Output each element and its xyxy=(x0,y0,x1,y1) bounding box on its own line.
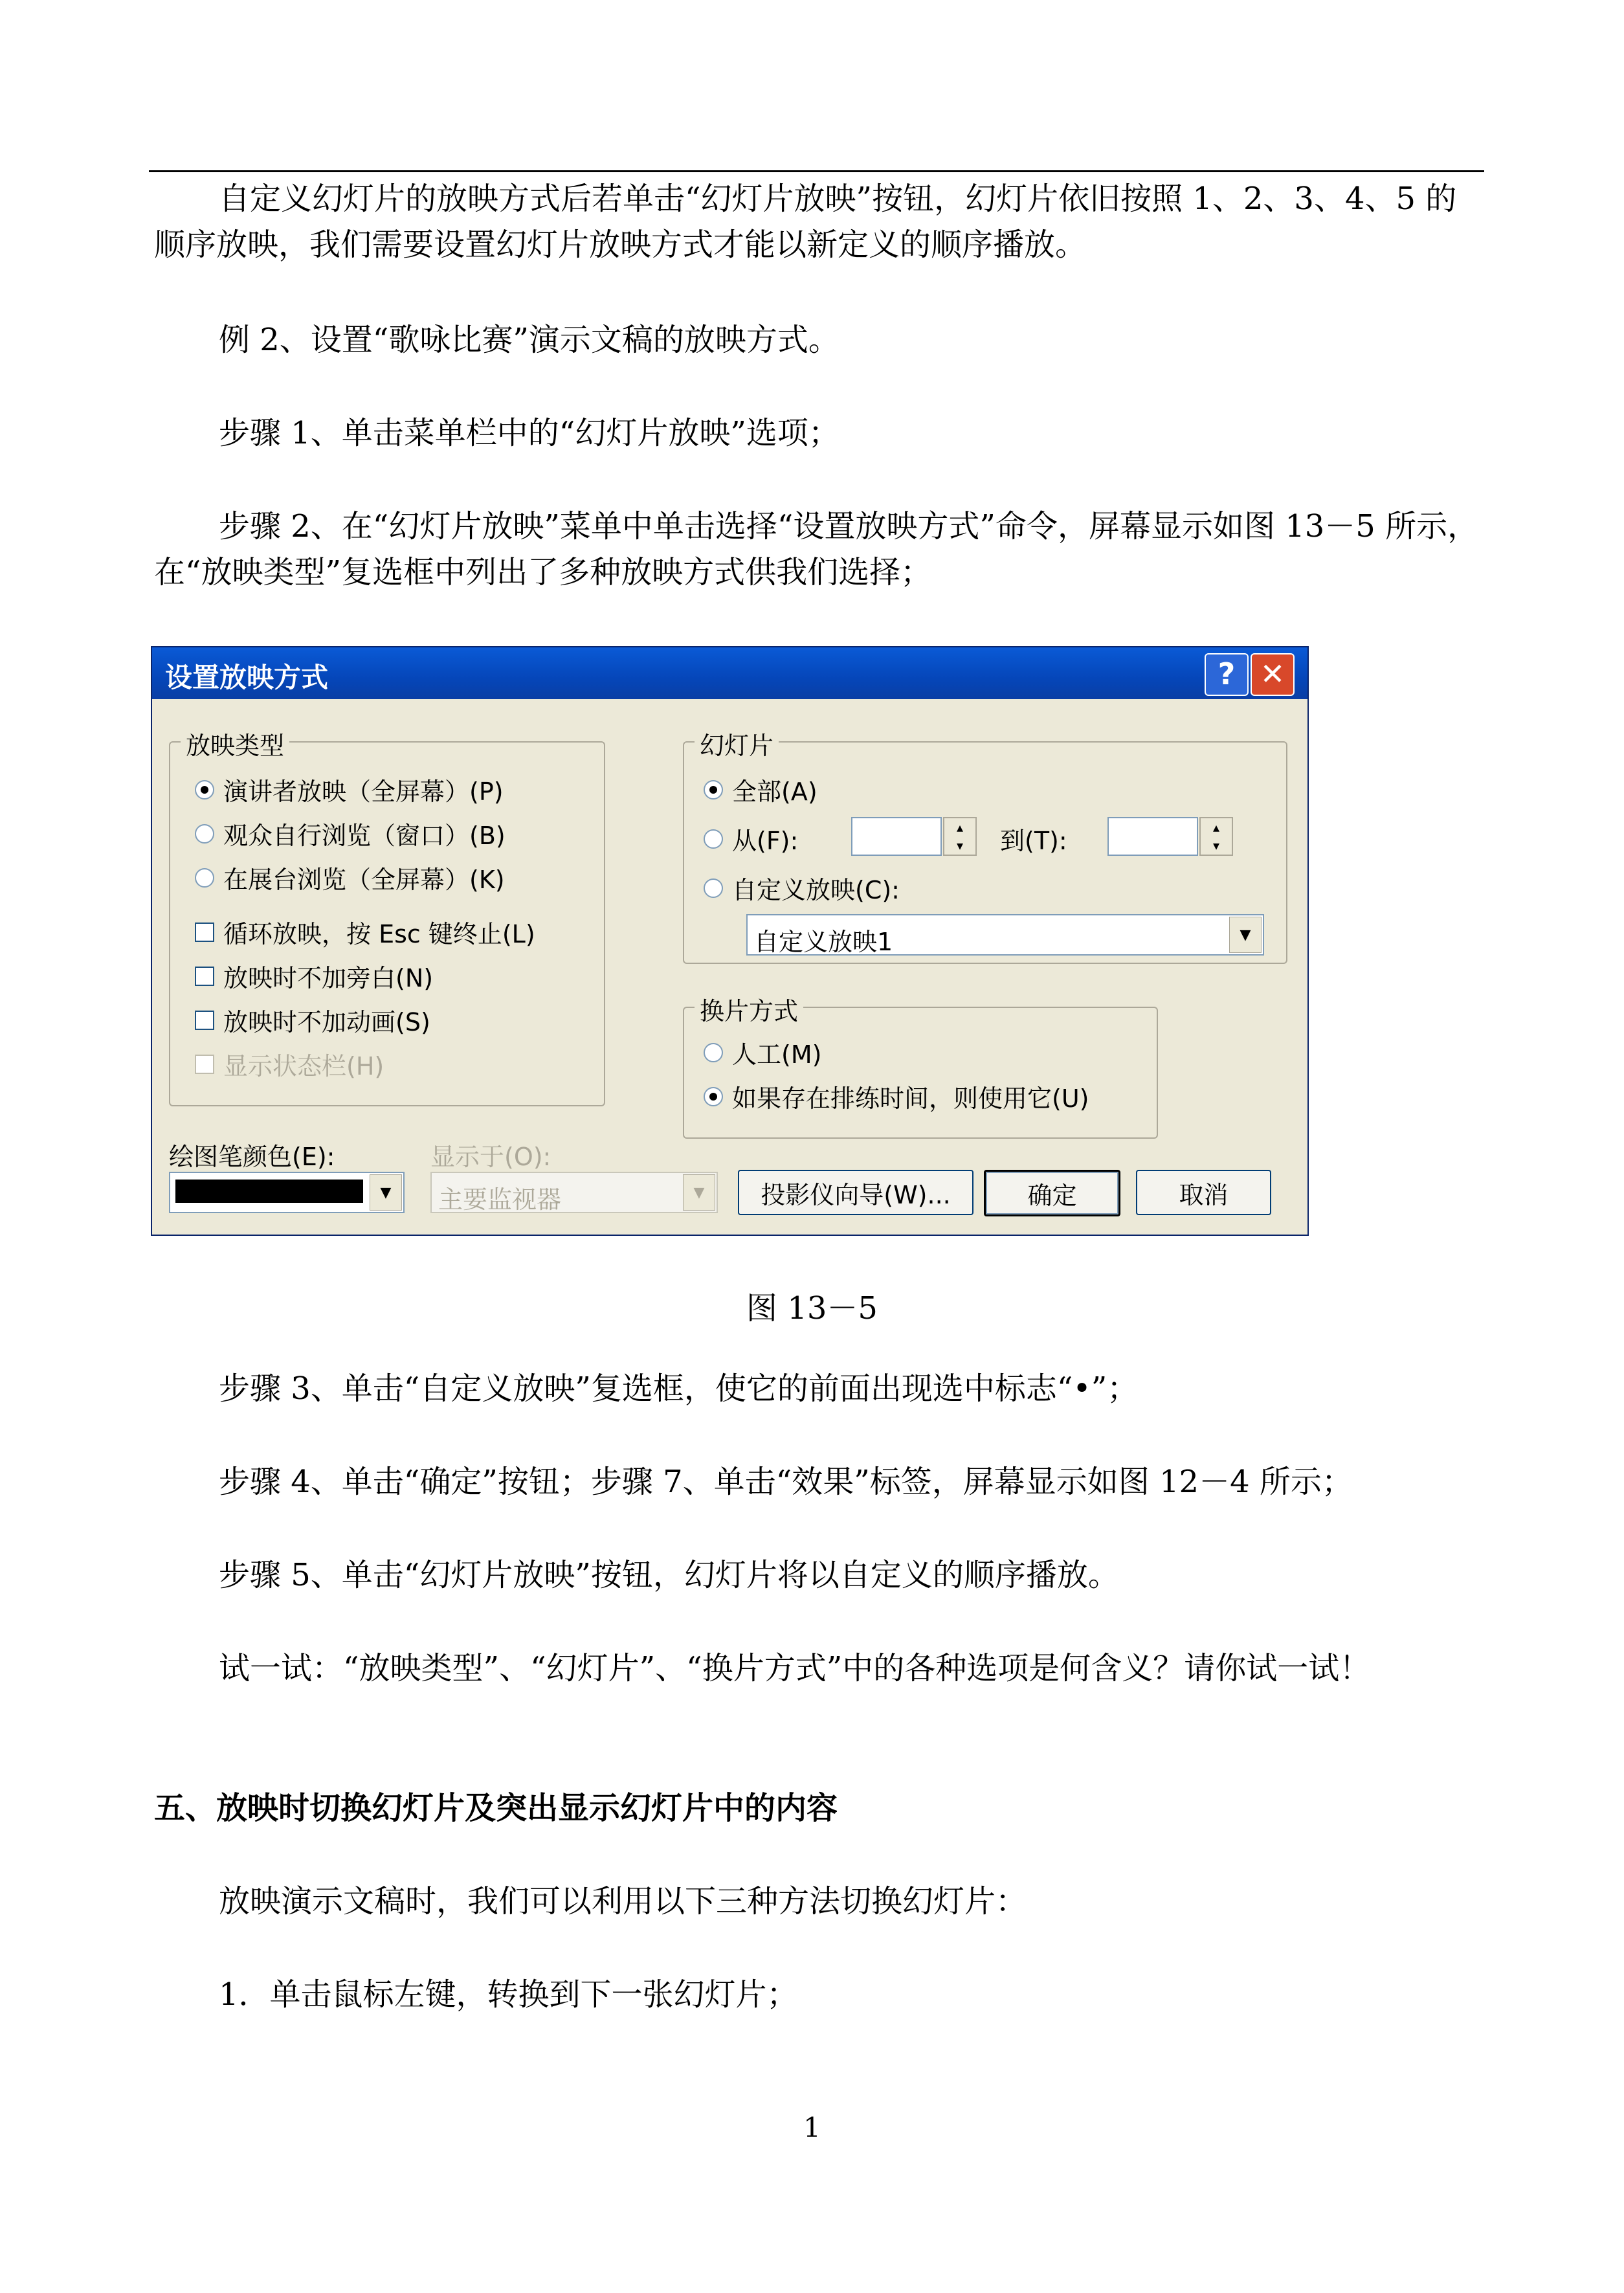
paragraph-8: 试一试：“放映类型”、“幻灯片”、“换片方式”中的各种选项是何含义？请你试一试！ xyxy=(219,1650,1371,1686)
figure-caption: 图 13－5 xyxy=(746,1290,878,1326)
radio-icon xyxy=(704,1043,723,1062)
pen-color-label: 绘图笔颜色(E): xyxy=(169,1143,335,1171)
to-label: 到(T): xyxy=(1000,827,1067,855)
show-type-label: 放映类型 xyxy=(181,726,289,761)
spin-up-icon[interactable]: ▴ xyxy=(1212,820,1220,835)
radio-icon xyxy=(704,780,723,800)
paragraph-1: 自定义幻灯片的放映方式后若单击“幻灯片放映”按钮，幻灯片依旧按照 1、2、3、4、5 的顺序放映，我们需要设置幻灯片放映方式才能以新定义的顺序播放。 xyxy=(154,181,1457,263)
custom-show-select[interactable]: 自定义放映1 ▼ xyxy=(746,914,1264,956)
radio-custom-show[interactable]: 自定义放映(C): xyxy=(704,870,900,906)
section-heading: 五、放映时切换幻灯片及突出显示幻灯片中的内容 xyxy=(154,1790,838,1826)
advance-label: 换片方式 xyxy=(695,991,803,1027)
show-on-select: 主要监视器 ▼ xyxy=(430,1172,718,1213)
pen-color-select[interactable] xyxy=(169,1172,405,1213)
radio-icon xyxy=(704,878,723,898)
page-number: 1 xyxy=(803,2112,821,2143)
chevron-down-icon[interactable]: ▼ xyxy=(370,1174,402,1211)
to-input[interactable] xyxy=(1107,817,1198,856)
paragraph-9: 放映演示文稿时，我们可以利用以下三种方法切换幻灯片： xyxy=(219,1883,1027,1919)
checkbox-icon xyxy=(195,1055,214,1074)
spin-up-icon[interactable]: ▴ xyxy=(956,820,964,835)
to-spinner[interactable] xyxy=(1199,817,1233,856)
header-rule xyxy=(149,170,1484,172)
checkbox-icon xyxy=(195,923,214,942)
chevron-down-icon[interactable]: ▼ xyxy=(1229,917,1262,953)
cancel-button[interactable]: 取消 xyxy=(1136,1170,1271,1215)
chevron-down-icon: ▼ xyxy=(683,1174,715,1211)
radio-kiosk[interactable]: 在展台浏览（全屏幕）(K) xyxy=(195,860,505,895)
advance-group xyxy=(683,997,1158,1139)
paragraph-6: 步骤 4、单击“确定”按钮；步骤 7、单击“效果”标签，屏幕显示如图 12－4 所示； xyxy=(219,1464,1353,1500)
close-icon[interactable]: ✕ xyxy=(1251,653,1295,696)
checkbox-no-narration[interactable]: 放映时不加旁白(N) xyxy=(195,958,433,994)
checkbox-no-animation[interactable]: 放映时不加动画(S) xyxy=(195,1002,430,1038)
from-spinner[interactable] xyxy=(943,817,977,856)
radio-icon xyxy=(704,829,723,849)
spin-down-icon[interactable]: ▾ xyxy=(1212,838,1220,853)
radio-window[interactable]: 观众自行浏览（窗口）(B) xyxy=(195,816,506,851)
paragraph-5: 步骤 3、单击“自定义放映”复选框，使它的前面出现选中标志“•”； xyxy=(219,1370,1139,1407)
pen-color-swatch xyxy=(175,1180,363,1203)
dialog-titlebar xyxy=(152,647,1307,699)
paragraph-2: 例 2、设置“歌咏比赛”演示文稿的放映方式。 xyxy=(219,322,840,358)
radio-icon xyxy=(195,780,214,800)
checkbox-loop[interactable]: 循环放映，按 Esc 键终止(L) xyxy=(195,914,535,950)
spin-down-icon[interactable]: ▾ xyxy=(956,838,964,853)
slides-label: 幻灯片 xyxy=(695,726,779,761)
checkbox-icon xyxy=(195,967,214,986)
radio-manual[interactable]: 人工(M) xyxy=(704,1035,821,1070)
paragraph-7: 步骤 5、单击“幻灯片放映”按钮，幻灯片将以自定义的顺序播放。 xyxy=(219,1557,1119,1593)
paragraph-10: 1．单击鼠标左键，转换到下一张幻灯片； xyxy=(219,1976,798,2013)
show-on-label: 显示于(O): xyxy=(430,1143,551,1171)
from-input[interactable] xyxy=(851,817,942,856)
radio-all-slides[interactable]: 全部(A) xyxy=(704,772,818,807)
radio-presenter[interactable]: 演讲者放映（全屏幕）(P) xyxy=(195,772,504,807)
checkbox-icon xyxy=(195,1011,214,1030)
paragraph-3: 步骤 1、单击菜单栏中的“幻灯片放映”选项； xyxy=(219,415,840,451)
radio-icon xyxy=(195,824,214,844)
checkbox-status-bar: 显示状态栏(H) xyxy=(195,1046,384,1082)
help-icon[interactable]: ? xyxy=(1205,653,1249,696)
dialog-title: 设置放映方式 xyxy=(165,662,329,693)
radio-icon xyxy=(195,868,214,888)
radio-from[interactable]: 从(F): xyxy=(704,821,798,856)
projector-wizard-button[interactable]: 投影仪向导(W)... xyxy=(738,1170,973,1215)
radio-use-timings[interactable]: 如果存在排练时间，则使用它(U) xyxy=(704,1079,1089,1114)
paragraph-4: 步骤 2、在“幻灯片放映”菜单中单击选择“设置放映方式”命令，屏幕显示如图 13－5 所示，在“放映类型”复选框中列出了多种放映方式供我们选择； xyxy=(154,508,1479,590)
setup-show-dialog xyxy=(151,646,1309,1236)
radio-icon xyxy=(704,1087,723,1106)
ok-button[interactable]: 确定 xyxy=(984,1170,1120,1216)
